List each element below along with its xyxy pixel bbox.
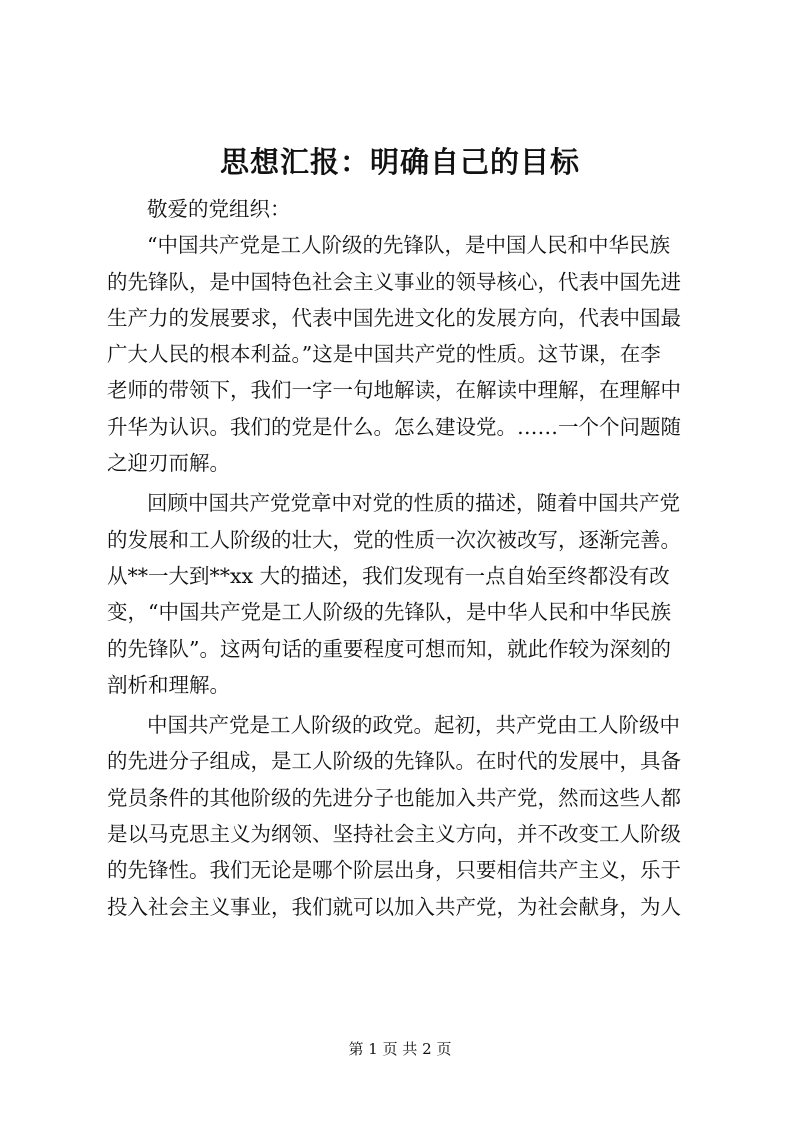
page-footer: 第 1 页 共 2 页 — [348, 1040, 452, 1058]
salutation: 敬爱的党组织： — [147, 197, 291, 221]
paragraph-line: 从**一大到**xx 大的描述，我们发现有一点自始至终都没有改 — [107, 563, 670, 588]
paragraph-line: 的发展和工人阶级的壮大，党的性质一次次被改写，逐渐完善。 — [107, 527, 681, 552]
paragraph-line: 的先锋性。我们无论是哪个阶层出身，只要相信共产主义，乐于 — [107, 858, 681, 883]
paragraph-line: 中国共产党是工人阶级的政党。起初，共产党由工人阶级中 — [147, 713, 680, 738]
paragraph-line: 党员条件的其他阶级的先进分子也能加入共产党，然而这些人都 — [107, 785, 681, 810]
paragraph — [107, 227, 707, 481]
paragraph-line: 生产力的发展要求，代表中国先进文化的发展方向，代表中国最 — [107, 305, 681, 330]
document-body — [107, 191, 707, 925]
paragraph-line: 投入社会主义事业，我们就可以加入共产党，为社会献身，为人 — [107, 894, 681, 919]
paragraph-line: 的先锋队”。这两句话的重要程度可想而知，就此作较为深刻的 — [107, 636, 671, 661]
paragraph-line: 是以马克思主义为纲领、坚持社会主义方向，并不改变工人阶级 — [107, 822, 681, 847]
paragraph-line: 的先锋队，是中国特色社会主义事业的领导核心，代表中国先进 — [107, 269, 681, 294]
paragraph-line: 变，“中国共产党是工人阶级的先锋队，是中华人民和中华民族 — [107, 600, 671, 625]
paragraph — [107, 485, 707, 703]
document-title: 思想汇报：明确自己的目标 — [219, 145, 580, 179]
paragraph-line: 回顾中国共产党党章中对党的性质的描述，随着中国共产党 — [147, 491, 680, 516]
paragraph-line: 剖析和理解。 — [107, 672, 230, 697]
paragraph-line: 的先进分子组成，是工人阶级的先锋队。在时代的发展中，具备 — [107, 749, 681, 774]
paragraph-line: 老师的带领下，我们一字一句地解读，在解读中理解，在理解中 — [107, 378, 681, 403]
paragraph-line: “中国共产党是工人阶级的先锋队，是中国人民和中华民族 — [147, 233, 670, 258]
paragraph-line: 广大人民的根本利益。”这是中国共产党的性质。这节课，在李 — [107, 342, 661, 367]
paragraph-line: 升华为认识。我们的党是什么。怎么建设党。……一个个问题随 — [107, 414, 681, 439]
paragraph-line: 之迎刃而解。 — [107, 451, 230, 476]
paragraph — [107, 707, 707, 925]
